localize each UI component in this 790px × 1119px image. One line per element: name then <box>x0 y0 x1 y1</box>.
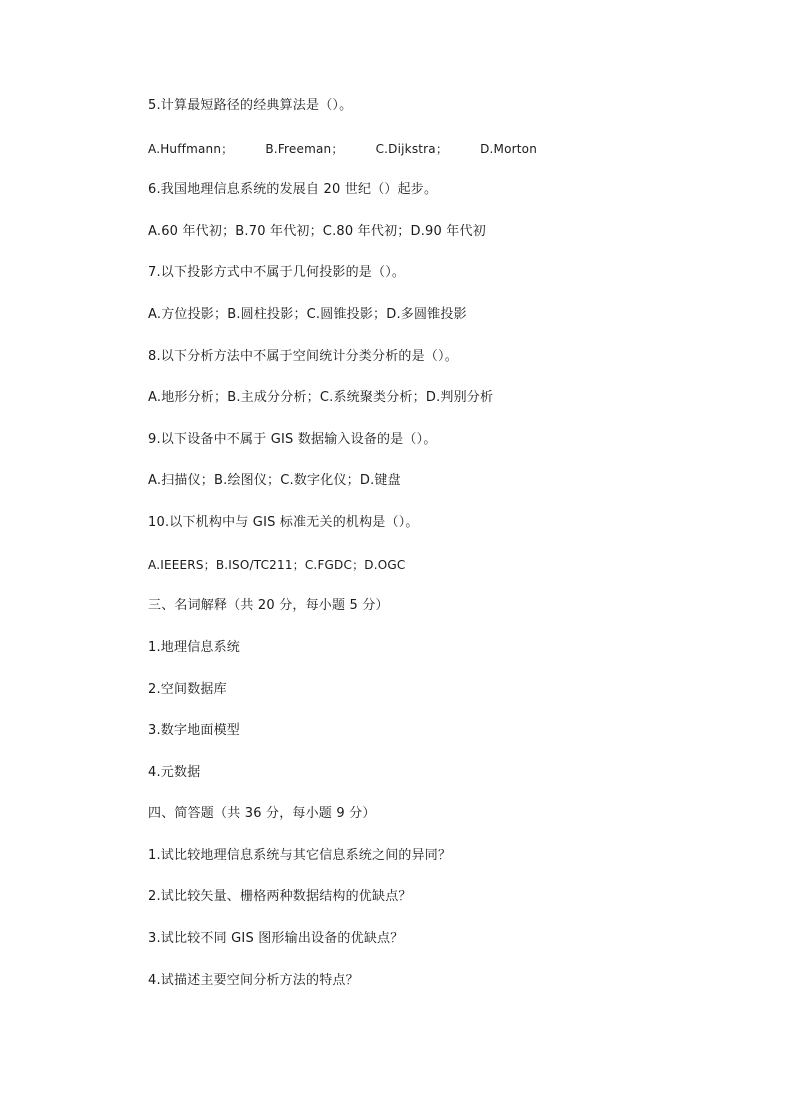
section-4-heading: 四、简答题（共 36 分，每小题 9 分） <box>148 806 376 821</box>
question-5-options <box>148 140 537 158</box>
short-answer-item: 2.试比较矢量、栅格两种数据结构的优缺点？ <box>148 889 412 904</box>
short-answer-item: 4.试描述主要空间分析方法的特点？ <box>148 973 359 988</box>
term-item: 3.数字地面模型 <box>148 723 241 738</box>
question-7: 7.以下投影方式中不属于几何投影的是（）。 <box>148 265 406 280</box>
question-9: 9.以下设备中不属于 GIS 数据输入设备的是（）。 <box>148 432 437 447</box>
question-9-options: A.扫描仪；B.绘图仪；C.数字化仪；D.键盘 <box>148 473 401 488</box>
term-item: 2.空间数据库 <box>148 682 227 697</box>
term-item: 4.元数据 <box>148 765 201 780</box>
question-10-options: A.IEEERS；B.ISO/TC211；C.FGDC；D.OGC <box>148 558 406 572</box>
option-c: C.Dijkstra； <box>375 142 449 156</box>
question-8: 8.以下分析方法中不属于空间统计分类分析的是（）。 <box>148 349 458 364</box>
question-5: 5.计算最短路径的经典算法是（）。 <box>148 98 353 113</box>
section-3-heading: 三、名词解释（共 20 分，每小题 5 分） <box>148 598 389 613</box>
option-b: B.Freeman； <box>265 142 344 156</box>
short-answer-item: 1.试比较地理信息系统与其它信息系统之间的异同？ <box>148 848 452 863</box>
question-7-options: A.方位投影；B.圆柱投影；C.圆锥投影；D.多圆锥投影 <box>148 307 467 322</box>
option-d: D.Morton <box>480 142 538 156</box>
option-a: A.Huffmann； <box>148 142 234 156</box>
term-item: 1.地理信息系统 <box>148 640 241 655</box>
short-answer-item: 3.试比较不同 GIS 图形输出设备的优缺点？ <box>148 931 404 946</box>
question-8-options: A.地形分析；B.主成分分析；C.系统聚类分析；D.判别分析 <box>148 390 494 405</box>
question-6: 6.我国地理信息系统的发展自 20 世纪（）起步。 <box>148 182 438 197</box>
question-6-options: A.60 年代初；B.70 年代初；C.80 年代初；D.90 年代初 <box>148 224 486 239</box>
question-10: 10.以下机构中与 GIS 标准无关的机构是（）。 <box>148 515 419 530</box>
